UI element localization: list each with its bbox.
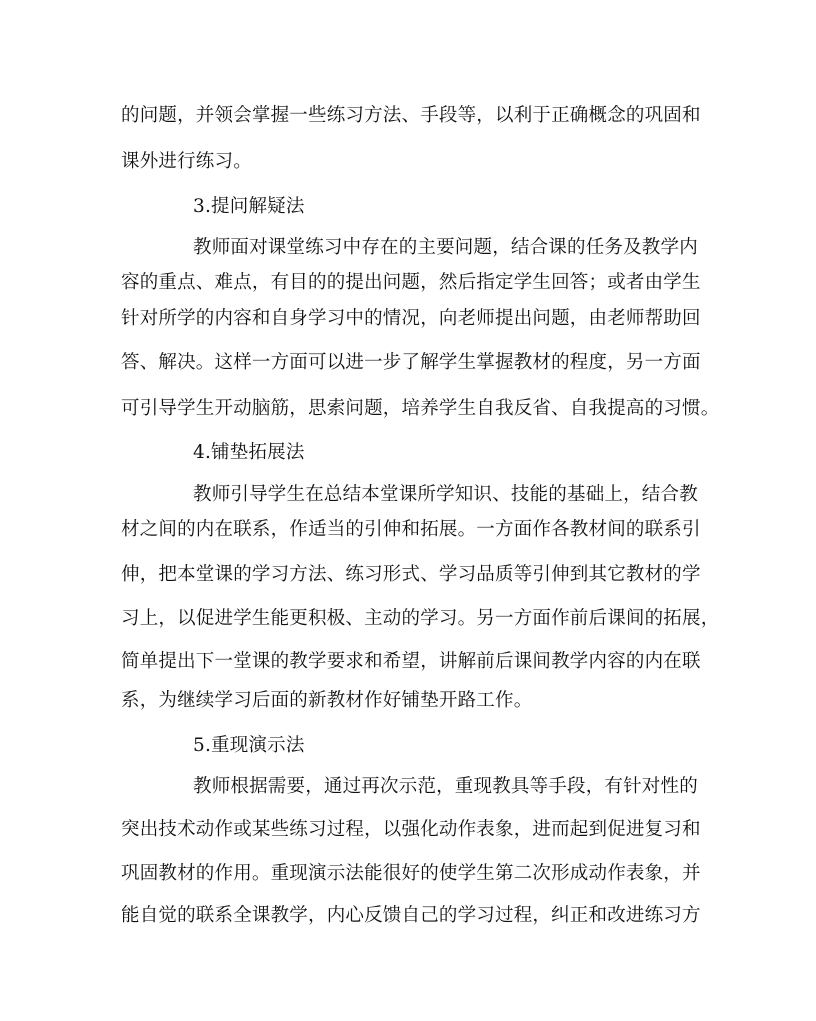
paragraph-line: 材之间的内在联系，作适当的引伸和拓展。一方面作各教材间的联系引 xyxy=(121,519,701,540)
paragraph-line: 系，为继续学习后面的新教材作好铺垫开路工作。 xyxy=(121,690,533,711)
section-heading: 3.提问解疑法 xyxy=(193,196,305,217)
section-heading: 4.铺垫拓展法 xyxy=(193,442,305,463)
paragraph-line: 简单提出下一堂课的教学要求和希望，讲解前后课间教学内容的内在联 xyxy=(121,651,701,672)
paragraph-line: 能自觉的联系全课教学，内心反馈自己的学习过程，纠正和改进练习方 xyxy=(121,905,701,926)
paragraph-line: 巩固教材的作用。重现演示法能很好的使学生第二次形成动作表象，并 xyxy=(121,863,701,884)
paragraph-line: 答、解决。这样一方面可以进一步了解学生掌握教材的程度，另一方面 xyxy=(121,352,701,373)
paragraph-line: 的问题，并领会掌握一些练习方法、手段等，以利于正确概念的巩固和 xyxy=(121,105,701,126)
paragraph-line: 教师根据需要，通过再次示范，重现教具等手段，有针对性的 xyxy=(193,776,698,797)
paragraph-line: 伸，把本堂课的学习方法、练习形式、学习品质等引伸到其它教材的学 xyxy=(121,564,701,585)
paragraph-line: 突出技术动作或某些练习过程，以强化动作表象，进而起到促进复习和 xyxy=(121,819,701,840)
paragraph-line: 可引导学生开动脑筋，思索问题，培养学生自我反省、自我提高的习惯。 xyxy=(121,398,720,419)
paragraph-line: 容的重点、难点，有目的的提出问题，然后指定学生回答；或者由学生 xyxy=(121,272,701,293)
paragraph-line: 习上，以促进学生能更积极、主动的学习。另一方面作前后课间的拓展， xyxy=(121,608,720,629)
paragraph-line: 课外进行练习。 xyxy=(121,151,252,172)
paragraph-line: 教师面对课堂练习中存在的主要问题，结合课的任务及教学内 xyxy=(193,237,698,258)
section-heading: 5.重现演示法 xyxy=(193,735,305,756)
paragraph-line: 针对所学的内容和自身学习中的情况，向老师提出问题，由老师帮助回 xyxy=(121,308,701,329)
paragraph-line: 教师引导学生在总结本堂课所学知识、技能的基础上，结合教 xyxy=(193,484,698,505)
